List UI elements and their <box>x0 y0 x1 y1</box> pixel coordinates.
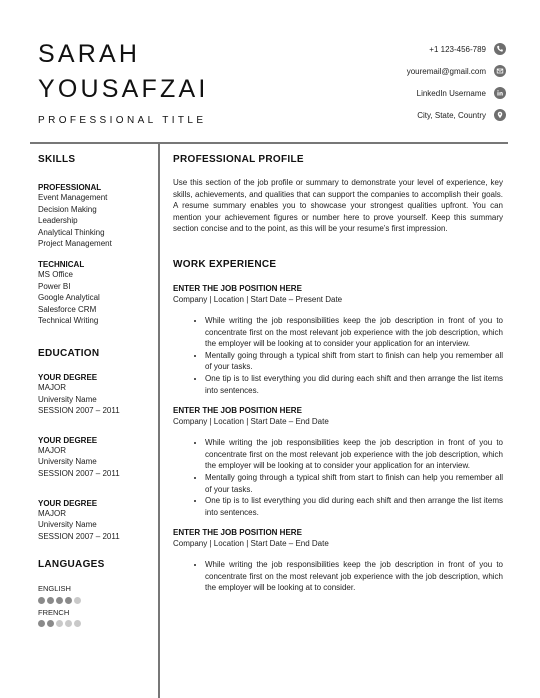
job-details: Company | Location | Start Date – End Date <box>173 539 329 549</box>
proficiency-dot <box>65 597 72 604</box>
education-entry <box>38 373 153 417</box>
skill-item: Salesforce CRM <box>38 304 97 314</box>
email-icon <box>494 65 506 77</box>
phone-icon <box>494 43 506 55</box>
job-position: ENTER THE JOB POSITION HERE <box>173 283 302 293</box>
degree: YOUR DEGREE <box>38 498 98 508</box>
major: MAJOR <box>38 382 66 392</box>
professional-title: PROFESSIONAL TITLE <box>38 115 207 126</box>
profile-heading: PROFESSIONAL PROFILE <box>173 154 304 165</box>
contact-phone-text: +1 123-456-789 <box>429 44 486 54</box>
language-entry <box>38 583 153 604</box>
skill-item: Decision Making <box>38 204 97 214</box>
major: MAJOR <box>38 445 66 455</box>
job-bullets <box>173 559 503 594</box>
experience-heading: WORK EXPERIENCE <box>173 258 277 270</box>
proficiency-dot <box>74 620 81 627</box>
degree: YOUR DEGREE <box>38 435 98 445</box>
job-details: Company | Location | Start Date – Present Date <box>173 294 343 304</box>
skill-item: Event Management <box>38 193 108 202</box>
proficiency-dot <box>56 597 63 604</box>
contact-location[interactable] <box>417 109 506 121</box>
job-bullet: • While writing the job responsibilities keep the job description in front of you to concentrate first on the most relevant job experience with the job description, which the employer will be looking at to consider your application for an interview. <box>205 437 503 472</box>
contact-phone[interactable] <box>429 43 506 55</box>
session: SESSION 2007 – 2011 <box>38 468 120 478</box>
major: MAJOR <box>38 508 66 518</box>
right-column <box>173 154 503 594</box>
university: University Name <box>38 394 97 404</box>
contact-email-text: youremail@gmail.com <box>406 66 486 76</box>
proficiency-dot <box>38 597 45 604</box>
job-details: Company | Location | Start Date – End Date <box>173 417 329 427</box>
language-entry <box>38 607 153 628</box>
job-entry <box>173 283 503 396</box>
job-bullet: • While writing the job responsibilities keep the job description in front of you to concentrate first on the most relevant job experience with the job description, which the employer will be looking at to consider. <box>205 559 503 594</box>
job-bullet: • While writing the job responsibilities keep the job description in front of you to concentrate first on the most relevant job experience with the job description, which the employer will be looking at to consider your application for an interview. <box>205 315 503 350</box>
contact-email[interactable] <box>407 65 506 77</box>
language-name: FRENCH <box>38 607 70 617</box>
skill-item: Technical Writing <box>38 316 99 326</box>
proficiency-dot <box>65 620 72 627</box>
skill-item: Power BI <box>38 281 71 291</box>
professional-skills <box>38 183 153 250</box>
job-bullet: • Mentally going through a typical shift from start to finish can help you remember all of your tasks. <box>205 350 503 373</box>
language-level <box>38 597 153 604</box>
skill-item: Analytical Thinking <box>38 227 105 237</box>
job-bullet: • One tip is to list everything you did during each shift and then arrange the list items into sentences. <box>205 495 503 518</box>
technical-skills-heading: TECHNICAL <box>38 259 85 269</box>
university: University Name <box>38 520 97 530</box>
job-bullets <box>173 315 503 396</box>
left-column <box>38 154 153 627</box>
contact-linkedin[interactable] <box>417 87 506 99</box>
proficiency-dot <box>38 620 45 627</box>
job-position: ENTER THE JOB POSITION HERE <box>173 406 302 416</box>
proficiency-dot <box>56 620 63 627</box>
proficiency-dot <box>74 597 81 604</box>
location-icon <box>494 109 506 121</box>
skill-item: MS Office <box>38 269 73 279</box>
column-divider <box>158 143 160 698</box>
technical-skills <box>38 260 153 327</box>
university: University Name <box>38 457 97 467</box>
profile-summary: Use this section of the job profile or summary to demonstrate your level of experience, key skills, achievements, and qualities that can support the companies to accomplish their goals. A resume summary enables you to showcase your strongest qualities upfront. You can mention your achievement figures or number here to prove yourself. Keep this summary section concise and to the point, as this will be your resume’s first impression. <box>173 178 503 234</box>
proficiency-dot <box>47 620 54 627</box>
header-divider <box>30 142 508 144</box>
linkedin-icon <box>494 87 506 99</box>
education-heading: EDUCATION <box>38 347 100 359</box>
professional-skills-heading: PROFESSIONAL <box>38 183 102 192</box>
session: SESSION 2007 – 2011 <box>38 531 120 541</box>
contact-linkedin-text: LinkedIn Username <box>416 88 486 98</box>
skills-heading: SKILLS <box>38 154 76 165</box>
proficiency-dot <box>47 597 54 604</box>
skill-item: Project Management <box>38 239 112 249</box>
education-entry <box>38 436 153 480</box>
degree: YOUR DEGREE <box>38 372 98 382</box>
language-level <box>38 620 153 627</box>
session: SESSION 2007 – 2011 <box>38 406 120 416</box>
job-bullet: • One tip is to list everything you did during each shift and then arrange the list items into sentences. <box>205 373 503 396</box>
job-entry <box>173 405 503 518</box>
language-name: ENGLISH <box>38 584 71 594</box>
contact-location-text: City, State, Country <box>417 110 486 120</box>
education-entry <box>38 499 153 543</box>
last-name: YOUSAFZAI <box>38 75 209 103</box>
job-position: ENTER THE JOB POSITION HERE <box>173 528 302 538</box>
skill-item: Leadership <box>38 216 78 226</box>
skill-item: Google Analytical <box>38 293 100 303</box>
job-entry <box>173 527 503 594</box>
job-bullet: • Mentally going through a typical shift from start to finish can help you remember all of your tasks. <box>205 472 503 495</box>
languages-heading: LANGUAGES <box>38 559 105 571</box>
first-name: SARAH <box>38 40 141 68</box>
job-bullets <box>173 437 503 518</box>
